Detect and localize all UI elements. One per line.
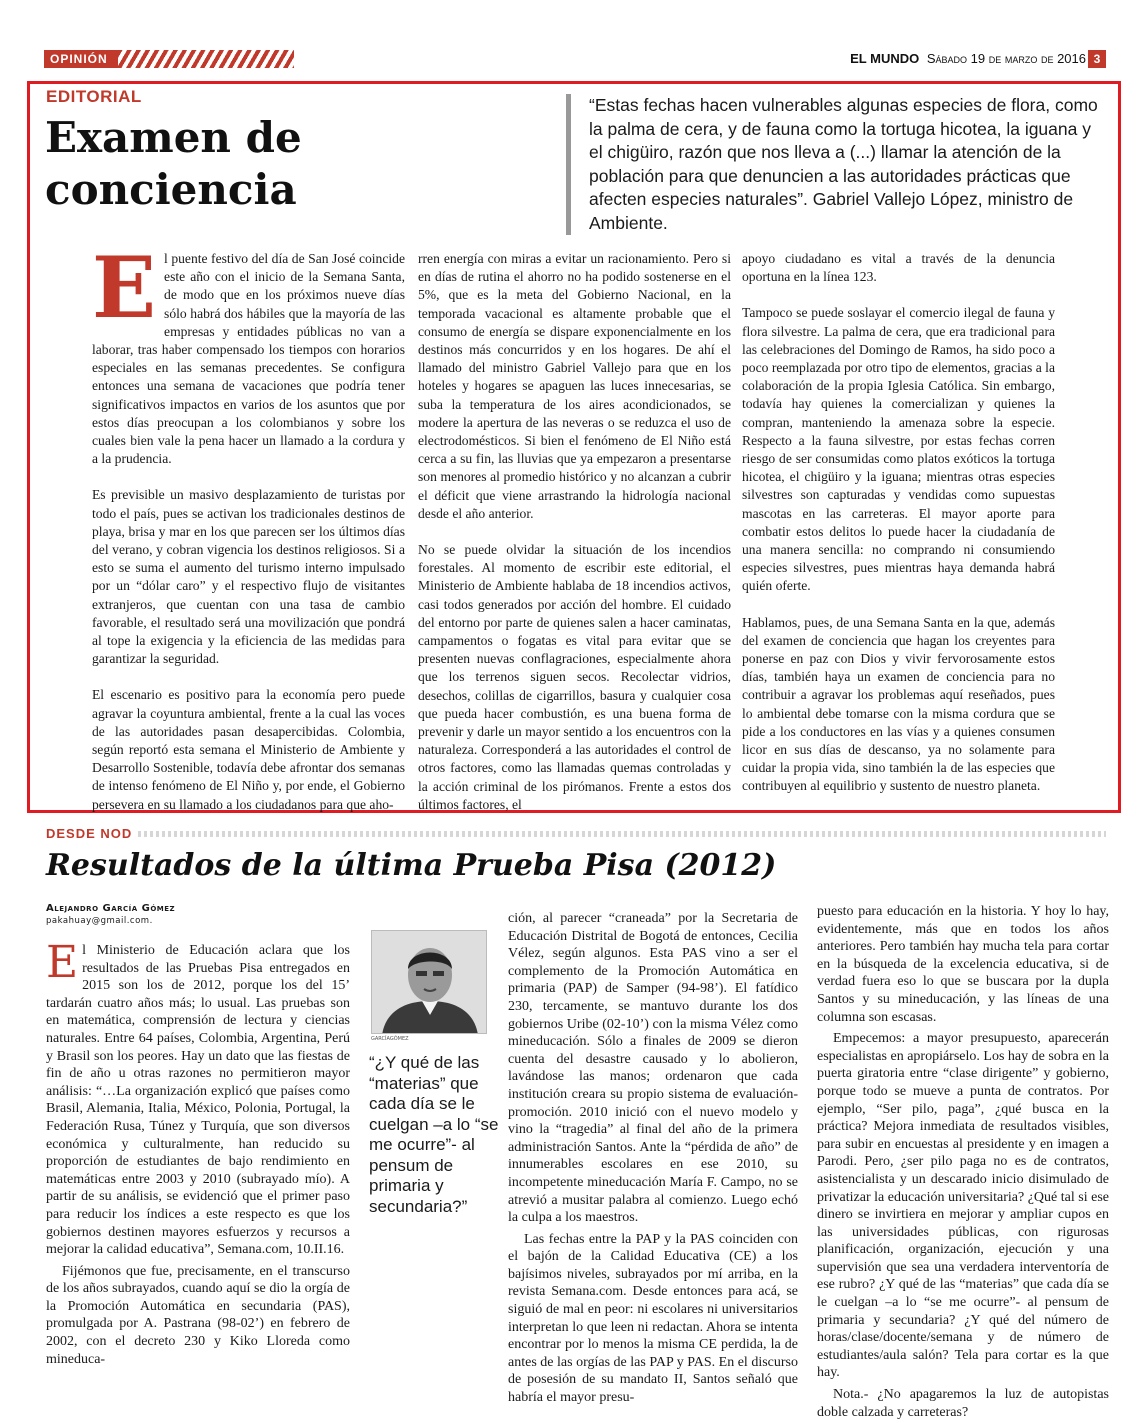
paragraph: Es previsible un masivo desplazamiento de turistas por todo el país, pues se activan los tradicionales destinos de playa, brisa y mar en los que parecen ser los últimos días del verano, y cobran vigencia los destinos religiosos. Si a esto se suma el aumento del turismo interno impulsado por un “dólar caro” y el respectivo flujo de visitantes extranjeros, que cuentan con una tasa de cambio favorable, el resultado será una movilización que pondrá al tope la exigencia y la eficiencia de las medidas para garantizar la seguridad. bbox=[92, 487, 405, 667]
author-portrait-icon bbox=[372, 931, 487, 1034]
paragraph: Hablamos, pues, de una Semana Santa en la que, además del examen de conciencia que hagan los creyentes para ponerse en paz con Dios y vivir fervorosamente estos días, también haya un examen de conciencia para no contribuir a agravar los problemas aquí reseñados, pues lo ambiental debe tomarse con la misma cordura que se pide a los conductores en las vías y a quienes consumen licor en sus días de descanso, ya no solamente para cuidar la propia vida, sino también la de las especies que contribuyen al equilibrio y sustento de nuestro planeta. bbox=[742, 614, 1055, 794]
paragraph: No se puede olvidar la situación de los incendios forestales. Al momento de escribir este editorial, el Ministerio de Ambiente hablaba de 18 incendios activos, casi todos generados por acción del hombre. El cuidado del entorno por parte de quienes salen a hacer caminatas, campamentos o fogatas es vital para evitar que se presenten nuevas conflagraciones, especialmente ahora que los terrenos siguen secos. Recolectar vidrios, desechos, colillas de cigarrillos, basura y cualquier cosa que pueda hacer combustión, es una buena forma de prevenir y darle un mayor sentido a los encuentros con la naturaleza. Corresponderá a las autoridades el control de otros factores, como las llamadas quemas controladas y la acción criminal de los pirómanos. Frente a estos dos últimos factores, el bbox=[418, 542, 731, 812]
issue-date: Sábado 19 de marzo de 2016 bbox=[926, 51, 1086, 66]
paragraph: ción, al parecer “craneada” por la Secretaria de Educación Distrital de Bogotá de entonces, Cecilia Vélez, según algunos. Esta PAS vino a ser el complemento de la Promoción Automática en primaria (PAP) de Samper (94-98’). El fatídico 230, tercamente, se mantuvo durante los dos gobiernos Uribe (02-10’) con la misma Vélez como mineducación. Sólo a finales de 2009 se dieron cuenta del desastre causado y lo abolieron, lavándose las manos; ordenaron que cada institución creara su propio sistema de evaluación-promoción. 2010 inició con el nuevo modelo y vino la “tragedia” al final del año de la primera administración Santos. Ante la “pérdida de año” de innumerables escolares en ese 2010, su incompetente mineducación María F. Campo, no se atrevió a musitar palabra al comienzo. Luego echó la culpa a los maestros. bbox=[508, 911, 798, 1226]
page-header bbox=[44, 48, 1106, 70]
column-text-1 bbox=[46, 937, 350, 1372]
editorial-column-1 bbox=[92, 238, 405, 832]
column-text-2 bbox=[508, 910, 798, 1411]
column-section-label: DESDE NOD bbox=[46, 826, 1106, 842]
paragraph: Fijémonos que fue, precisamente, en el transcurso de los años subrayados, cuando aquí se dio la orgía de la Promoción Automática en secundaria (PAS), promulgada por A. Pastrana (98-02’) en febrero de 2002, con el decreto 230 y Kiko Lloreda como mineduca- bbox=[46, 1263, 350, 1367]
column-author: Alejandro García Gómez bbox=[46, 903, 176, 914]
editorial-column-3 bbox=[742, 250, 1055, 814]
paragraph: Las fechas entre la PAP y la PAS coinciden con el bajón de la Calidad Educativa (CE) a los bajísimos niveles, subrayados por mí arriba, en la revista Semana.com. Desde entonces para acá, se siguió de mal en peor: ni escolares ni universitarios interpretan lo que leen ni redactan. Ahora se intenta encontrar por lo menos la misma CE perdida, la de antes de las orgías de las PAP y PAS. En el discurso de posesión de su mandato II, Santos señaló que habría el mayor presu- bbox=[508, 1231, 798, 1406]
column-title: Resultados de la última Prueba Pisa (2012) bbox=[46, 848, 777, 883]
paragraph: El Ministerio de Educación aclara que los resultados de las Pruebas Pisa entregados en 2015 son los de 2012, porque los del 15’ tardarán cuatro años más; lo usual. Las pruebas son en matemática, comprensión de lectura y ciencias naturales. Entre 64 países, Colombia, Argentina, Perú y Brasil son los peores. Hay un dato que las fiestas de fin de año u otras razones no permitieron mayor análisis: “…La organización explicó que países como Brasil, Alemania, Italia, México, Polonia, Portugal, la Federación Rusa, Túnez y Turquía, que son diversos económica y culturalmente, han reducido su proporción de estudiantes de bajo rendimiento en matemáticas entre 2003 y 2010 (subrayado mío). A partir de su análisis, se evidenció que el primer paso para reducir los índices a este respecto es que los gobiernos destinen mayores esfuerzos y recursos a mejorar la calidad educativa”, Semana.com, 10.II.16. bbox=[46, 937, 350, 1258]
author-email: pakahuay@gmail.com. bbox=[46, 916, 153, 926]
editorial-column-2 bbox=[418, 250, 731, 832]
author-photo bbox=[371, 930, 487, 1034]
page-number: 3 bbox=[1088, 50, 1106, 68]
paper-name: EL MUNDO bbox=[850, 51, 920, 66]
editorial-pullquote: “Estas fechas hacen vulnerables algunas especies de flora, como la palma de cera, y de fauna como la tortuga hicotea, la iguana y el chigüiro, razón que nos lleva a (...) llamar la atención de la población para que denuncien a las autoridades prácticas que afecten especies naturales”. Gabriel Vallejo López, ministro de Ambiente. bbox=[566, 94, 1104, 235]
paragraph: El puente festivo del día de San José coincide este año con el inicio de la Semana Santa, de modo que en los próximos nueve días sólo habrá dos hábiles que la mayoría de las empresas y entidades públicas no van a laborar, tras haber compensado los tiempos con horarios especiales en las semanas precedentes. Se configura entonces una semana de vacaciones que podría tener significativos impactos en varios de los asuntos que por estos días preocupan a los colombianos y sobre los cuales bien vale la pena hacer un llamado a la cordura y a la prudencia. bbox=[92, 238, 405, 467]
paragraph: Empecemos: a mayor presupuesto, aparecerán especialistas en apropiárselo. Los hay de sobra en la puerta giratoria entre “clase dirigente” y gobierno, porque todo se mueve a punta de contratos. Por ejemplo, “Ser pilo, paga”, ¿qué busca en la práctica? Mejora inmediata de resultados visibles, para subir en encuestas al presidente y en imagen a Parodi. Pero, ¿ser pilo paga no es de contratos, asistencialista y un descarado inicio disimulado de privatizar la educación universitaria? ¿Qué tal si ese dinero se invirtiera en mejorar y ampliar cupos en las universidades públicas, con rigurosas planificación, organización, ejecución y una supervisión que sea una verdadera interventoría de ese rubro? ¿Y qué de las “materias” que cada día se le cuelgan –a lo “se me ocurre”- al pensum de primaria y secundaria? ¿Y qué del número de horas/clase/docente/semana y de número de estudiantes/aula salón? Tela para cortar es la que hay. bbox=[817, 1031, 1109, 1381]
editorial-kicker: EDITORIAL bbox=[46, 87, 142, 106]
section-label: OPINIÓN bbox=[44, 50, 118, 68]
section-tab bbox=[44, 50, 294, 68]
paragraph: puesto para educación en la historia. Y hoy lo hay, evidentemente, más que en todos los años anteriores. Pero también hay mucha tela para cortar en la búsqueda de la excelencia educativa, si de verdad fuera eso lo que se buscara por la dupla Santos y su mineducación, y las líneas de una columna son escasas. bbox=[817, 904, 1109, 1025]
paragraph: rren energía con miras a evitar un racionamiento. Pero si en días de rutina el ahorro no ha podido sostenerse en el 5%, que es la meta del Gobierno Nacional, en la temporada vacacional es altamente probable que el consumo de energía se dispare exponencialmente en los destinos más concurridos y en los hogares. De ahí el llamado del ministro Gabriel Vallejo para que en los hoteles y hogares se apaguen las luces innecesarias, se suba la temperatura de los aires acondicionados, se modere la apertura de las neveras o se reduzca el uso de electrodomésticos. Si bien el fenómeno de El Niño está cerca a su fin, las lluvias que ya empezaron a presentarse son menores al promedio histórico y no alcanzan a cubrir el déficit que viene arrastrando la hidrología nacional desde el año anterior. bbox=[418, 251, 731, 521]
paragraph: Nota.- ¿No apagaremos la luz de autopistas doble calzada y carreteras? bbox=[817, 1387, 1109, 1420]
paragraph: apoyo ciudadano es vital a través de la denuncia oportuna en la línea 123. bbox=[742, 251, 1055, 285]
photo-caption: GARCÍAGÓMEZ bbox=[371, 1036, 409, 1042]
dropcap: E bbox=[92, 238, 157, 337]
column-sidequote: “¿Y qué de las “materias” que cada día se le cuelgan –a lo “se me ocurre”- al pensum de primaria y secundaria?” bbox=[369, 1053, 499, 1216]
column-text-3 bbox=[817, 903, 1109, 1423]
editorial-headline: Examen de conciencia bbox=[45, 113, 302, 214]
paragraph: Tampoco se puede soslayar el comercio ilegal de fauna y flora silvestre. La palma de cera, que era tradicional para las celebraciones del Domingo de Ramos, ha sido poco a poco reemplazada por otro tipo de elementos, gracias a la colaboración de la propia Iglesia Católica. Sin embargo, todavía hay quienes la comercializan y quienes la compran, manteniendo la amenaza sobre la especie. Respecto a la fauna silvestre, por estas fechas corren riesgo de ser consumidas como platos exóticos la tortuga hicotea, el chigüiro y la iguana; mientras otras especies silvestres son capturadas y vendidas como supuestas mascotas en las carreteras. El mayor aporte para combatir estos delitos lo puede hacer la ciudadanía de una manera sencilla: no comprando ni consumiendo especies silvestres, pues mientras haya demanda habrá quién oferte. bbox=[742, 305, 1055, 594]
paragraph: El escenario es positivo para la economía pero puede agravar la coyuntura ambiental, frente a la cual las voces de las autoridades pasan desapercibidas. Colombia, según reportó esta semana el Ministerio de Ambiente y Desarrollo Sostenible, todavía debe afrontar dos semanas de intenso fenómeno de El Niño y, por ende, el Gobierno persevera en su llamado a los ciudadanos para que aho- bbox=[92, 687, 405, 812]
dropcap: E bbox=[46, 937, 79, 988]
masthead-info bbox=[850, 48, 1086, 70]
